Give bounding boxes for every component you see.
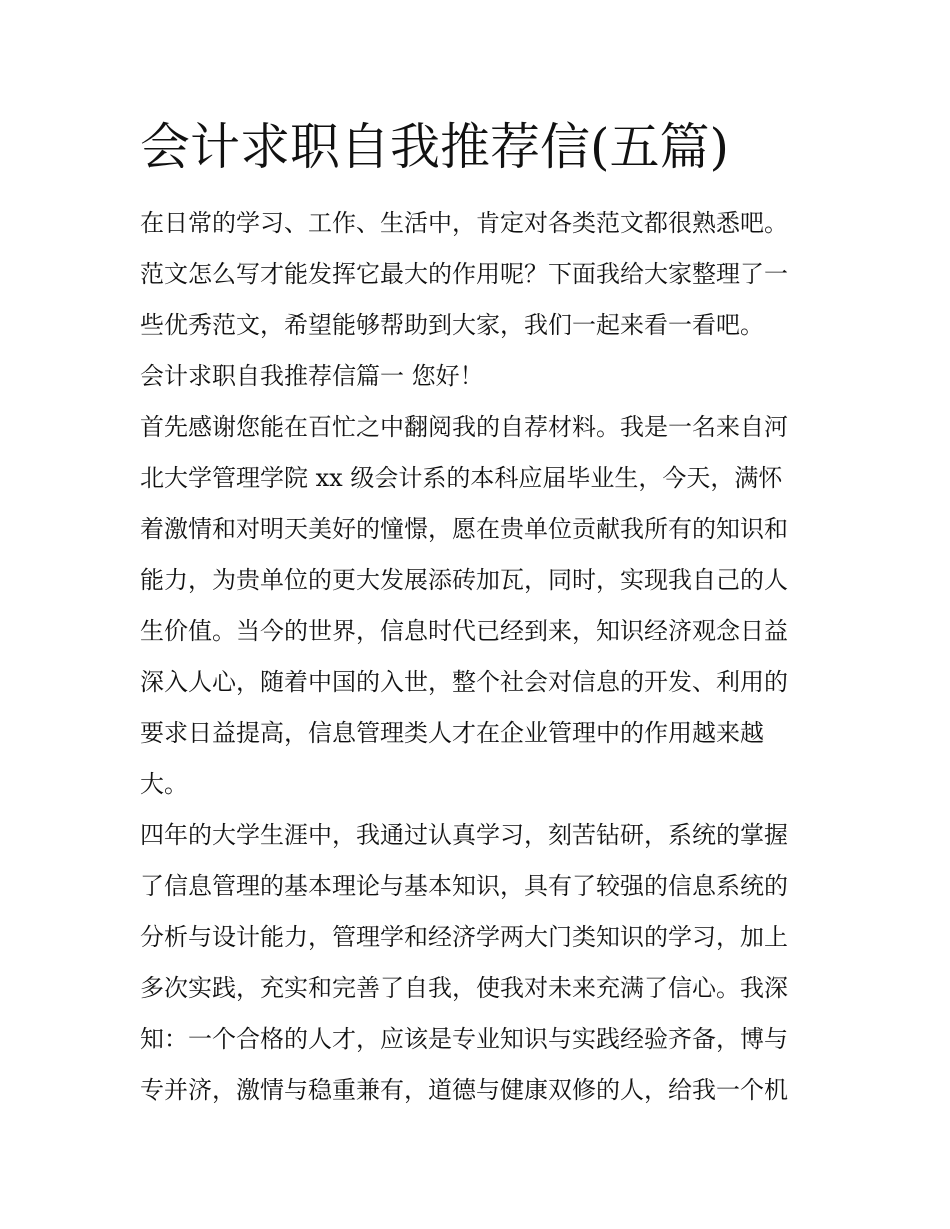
body-line: 着激情和对明天美好的憧憬，愿在贵单位贡献我所有的知识和 xyxy=(140,515,788,543)
body-line: 分析与设计能力，管理学和经济学两大门类知识的学习，加上 xyxy=(140,923,788,951)
document-title: 会计求职自我推荐信(五篇) xyxy=(140,118,730,176)
document-body xyxy=(140,198,820,1116)
body-line: 专并济，激情与稳重兼有，道德与健康双修的人，给我一个机 xyxy=(140,1076,788,1104)
body-line: 些优秀范文，希望能够帮助到大家，我们一起来看一看吧。 xyxy=(140,311,764,339)
body-line: 知：一个合格的人才，应该是专业知识与实践经验齐备，博与 xyxy=(140,1025,788,1053)
body-line: 在日常的学习、工作、生活中，肯定对各类范文都很熟悉吧。 xyxy=(140,209,788,237)
body-line: 会计求职自我推荐信篇一 您好！ xyxy=(140,362,484,390)
body-line: 能力，为贵单位的更大发展添砖加瓦，同时，实现我自己的人 xyxy=(140,566,788,594)
body-line: 首先感谢您能在百忙之中翻阅我的自荐材料。我是一名来自河 xyxy=(140,413,788,441)
body-line: 范文怎么写才能发挥它最大的作用呢？下面我给大家整理了一 xyxy=(140,260,788,288)
body-line: 了信息管理的基本理论与基本知识，具有了较强的信息系统的 xyxy=(140,872,788,900)
body-line: 多次实践，充实和完善了自我，使我对未来充满了信心。我深 xyxy=(140,974,788,1002)
body-line: 要求日益提高，信息管理类人才在企业管理中的作用越来越 xyxy=(140,719,764,747)
body-line: 四年的大学生涯中，我通过认真学习，刻苦钻研，系统的掌握 xyxy=(140,821,788,849)
body-line: 大。 xyxy=(140,770,188,798)
body-line: 北大学管理学院 xx 级会计系的本科应届毕业生，今天，满怀 xyxy=(140,464,783,492)
body-line: 生价值。当今的世界，信息时代已经到来，知识经济观念日益 xyxy=(140,617,788,645)
body-line: 深入人心，随着中国的入世，整个社会对信息的开发、利用的 xyxy=(140,668,788,696)
